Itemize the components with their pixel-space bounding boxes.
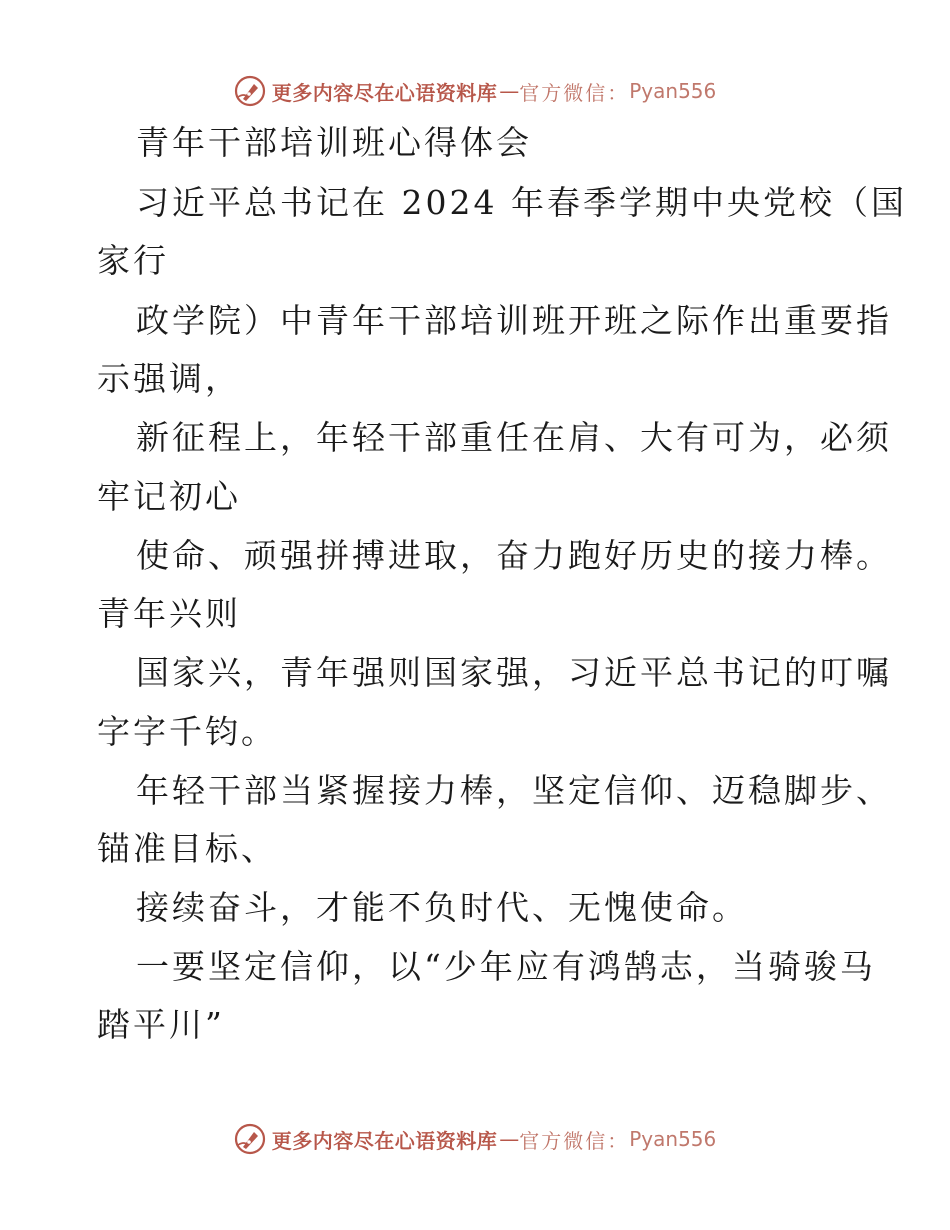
text-line: 青年兴则 [97,594,241,633]
banner-wechat-id: Pyan556 [629,79,717,103]
text-line: 示强调， [97,359,241,398]
text-line: 使命、顽强拼搏进取，奋力跑好历史的接力棒。 [136,536,892,575]
pen-nib-logo-icon [234,1123,266,1155]
banner-sub-text: 官方微信： [519,1128,630,1153]
document-title: 青年干部培训班心得体会 [136,123,532,162]
text-line: 习近平总书记在 2024 年春季学期中央党校（国 [136,183,907,222]
banner-sub-text: 官方微信： [519,80,630,105]
pen-nib-logo-icon [234,75,266,107]
banner-separator: — [499,1127,518,1151]
text-line: 锚准目标、 [97,829,277,868]
banner-wechat-id: Pyan556 [629,1127,717,1151]
banner-separator: — [499,79,518,103]
text-line: 新征程上，年轻干部重任在肩、大有可为，必须 [136,418,892,457]
text-line: 年轻干部当紧握接力棒，坚定信仰、迈稳脚步、 [136,771,892,810]
text-line: 踏平川” [97,1005,225,1044]
banner-main-text: 更多内容尽在心语资料库 [271,1128,498,1153]
text-line: 家行 [97,241,169,280]
text-line: 字字千钧。 [97,712,277,751]
text-line: 一要坚定信仰，以“少年应有鸿鹄志，当骑骏马 [136,947,876,986]
header-banner [0,71,950,111]
footer-banner [0,1119,950,1159]
text-line: 国家兴，青年强则国家强，习近平总书记的叮嘱 [136,653,892,692]
text-line: 接续奋斗，才能不负时代、无愧使命。 [136,888,748,927]
text-line: 牢记初心 [97,477,241,516]
banner-main-text: 更多内容尽在心语资料库 [271,80,498,105]
text-line: 政学院）中青年干部培训班开班之际作出重要指 [136,301,892,340]
